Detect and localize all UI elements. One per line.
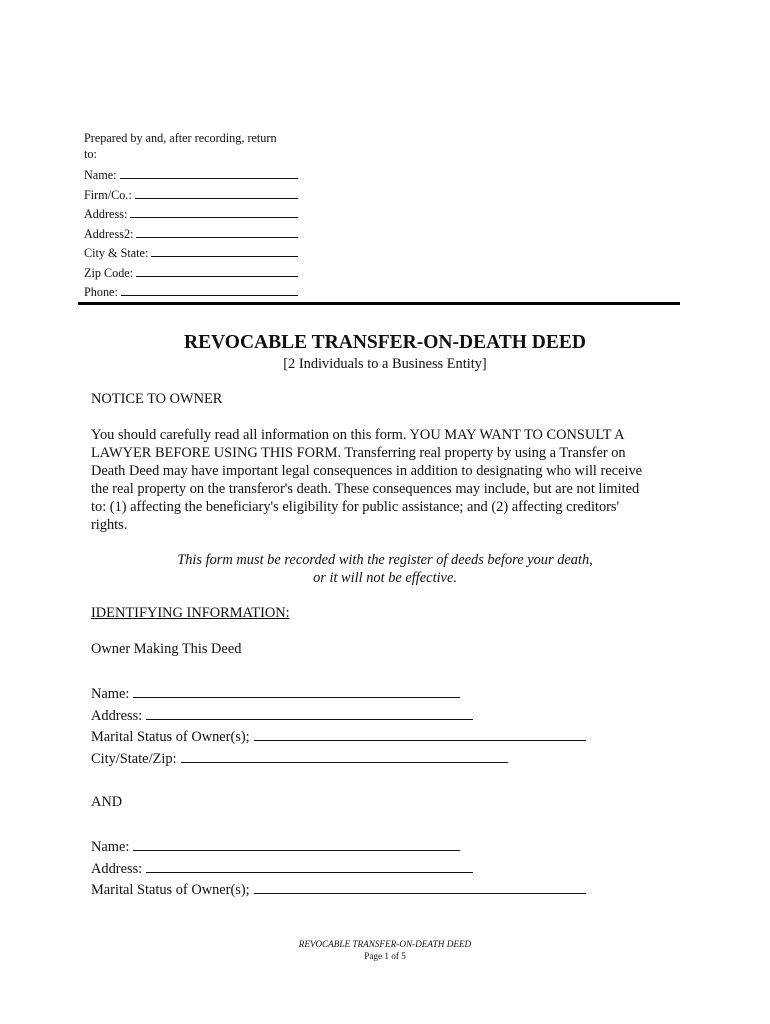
return-firm-blank[interactable]	[135, 186, 298, 199]
return-phone-blank[interactable]	[121, 283, 298, 296]
notice-line-1: You should carefully read all information on this form. YOU MAY WANT TO CONSULT A	[91, 427, 625, 443]
return-zip-blank[interactable]	[136, 264, 298, 277]
owner-1-marital-status-label: Marital Status of Owner(s);	[91, 729, 250, 746]
return-name-blank[interactable]	[120, 166, 299, 179]
owner-2-name-field[interactable]	[91, 837, 460, 859]
return-zip-label: Zip Code:	[84, 265, 134, 280]
owner-1-name-blank[interactable]	[133, 685, 460, 698]
owner-2-address-label: Address:	[91, 860, 143, 877]
notice-line-2: LAWYER BEFORE USING THIS FORM. Transferring real property by using a Transfer on	[91, 445, 626, 461]
return-caption-line-2: to:	[84, 147, 97, 161]
return-address-blank[interactable]	[130, 205, 298, 218]
return-address2-blank[interactable]	[136, 225, 298, 238]
notice-line-6: rights.	[91, 517, 128, 533]
return-zip-field[interactable]	[84, 264, 298, 284]
notice-line-3: Death Deed may have important legal consequences in addition to designating who will receive	[91, 463, 643, 479]
document-title: REVOCABLE TRANSFER-ON-DEATH DEED	[184, 332, 586, 353]
owner-1-address-blank[interactable]	[146, 707, 473, 720]
recording-warning-line-2: or it will not be effective.	[313, 570, 457, 586]
owner-1-city-state-zip-field[interactable]	[91, 749, 508, 771]
return-address-block	[84, 130, 314, 303]
owner-1-city-state-zip-label: City/State/Zip:	[91, 751, 177, 768]
return-city-state-field[interactable]	[84, 244, 298, 264]
and-separator: AND	[91, 794, 123, 810]
owner-2-marital-status-blank[interactable]	[254, 881, 586, 894]
owner-1-fields	[91, 684, 586, 771]
return-caption-line-1: Prepared by and, after recording, return	[84, 131, 277, 145]
return-name-field[interactable]	[84, 166, 298, 186]
return-caption	[84, 130, 314, 162]
return-phone-field[interactable]	[84, 283, 298, 303]
page-footer	[0, 938, 770, 962]
owner-2-address-field[interactable]	[91, 859, 473, 881]
owner-1-address-label: Address:	[91, 707, 143, 724]
return-address2-field[interactable]	[84, 225, 298, 245]
owner-2-name-label: Name:	[91, 839, 130, 855]
owner-1-city-state-zip-blank[interactable]	[181, 750, 508, 763]
section-divider	[78, 302, 680, 305]
owner-1-name-label: Name:	[91, 686, 130, 702]
return-phone-label: Phone:	[84, 285, 118, 299]
return-address2-label: Address2:	[84, 226, 134, 241]
owner-1-name-field[interactable]	[91, 684, 460, 706]
owner-2-marital-status-field[interactable]	[91, 880, 586, 902]
recording-warning-line-1: This form must be recorded with the register of deeds before your death,	[177, 552, 593, 568]
return-firm-field[interactable]	[84, 186, 298, 206]
footer-page-number: Page 1 of 5	[364, 951, 406, 961]
owner-2-fields	[91, 837, 586, 902]
recording-warning	[0, 551, 770, 587]
return-city-state-blank[interactable]	[151, 244, 298, 257]
owner-2-marital-status-label: Marital Status of Owner(s);	[91, 882, 250, 899]
return-address-label: Address:	[84, 207, 128, 221]
return-name-label: Name:	[84, 168, 117, 182]
identifying-information-heading: IDENTIFYING INFORMATION:	[91, 605, 290, 621]
return-address-field[interactable]	[84, 205, 298, 225]
footer-title: REVOCABLE TRANSFER-ON-DEATH DEED	[298, 939, 472, 949]
notice-paragraph	[91, 426, 691, 534]
owner-2-address-blank[interactable]	[146, 860, 473, 873]
notice-line-4: the real property on the transferor's death. These consequences may include, but are not limited	[91, 481, 640, 497]
owner-1-marital-status-field[interactable]	[91, 727, 586, 749]
document-subtitle: [2 Individuals to a Business Entity]	[283, 356, 487, 372]
owner-1-marital-status-blank[interactable]	[254, 728, 586, 741]
notice-heading: NOTICE TO OWNER	[91, 391, 223, 407]
owner-1-address-field[interactable]	[91, 706, 473, 728]
owner-heading: Owner Making This Deed	[91, 641, 242, 657]
notice-line-5: to: (1) affecting the beneficiary's eligibility for public assistance; and (2) affecting creditors'	[91, 499, 620, 515]
owner-2-name-blank[interactable]	[133, 838, 460, 851]
return-firm-label: Firm/Co.:	[84, 187, 132, 202]
return-city-state-label: City & State:	[84, 246, 149, 260]
